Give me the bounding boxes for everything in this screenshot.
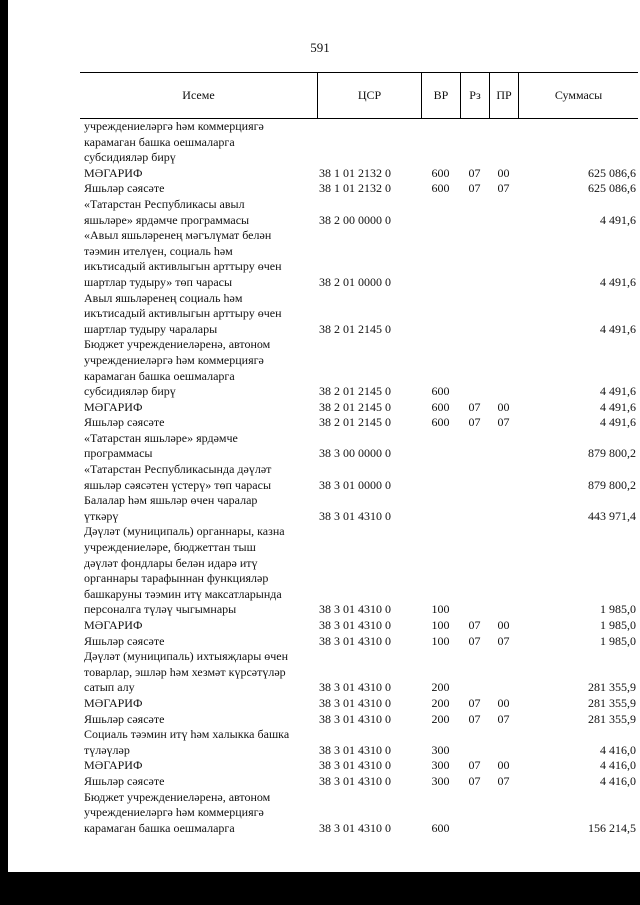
row-pr: 00 — [497, 618, 510, 632]
table-row — [80, 337, 638, 399]
row-rz: 07 — [468, 633, 481, 648]
row-csr: 38 2 01 2145 0 — [319, 384, 391, 399]
row-name — [80, 431, 317, 462]
row-csr: 38 3 01 4310 0 — [319, 773, 391, 788]
row-rz: 07 — [468, 165, 481, 180]
row-rz: 07 — [468, 773, 481, 788]
row-csr: 38 2 01 2145 0 — [319, 321, 391, 336]
row-rz: 07 — [468, 399, 481, 414]
row-name — [80, 618, 317, 634]
row-name-line: тәэмин ителүен, социаль һәм — [84, 243, 233, 258]
row-vr — [421, 197, 460, 228]
header-csr: ЦСР — [317, 73, 421, 118]
row-sum: 625 086,6 — [588, 181, 636, 196]
row-csr: 38 3 01 4310 0 — [319, 618, 391, 632]
table-row — [80, 291, 638, 338]
row-pr — [489, 119, 518, 166]
row-vr: 600 — [431, 820, 450, 835]
row-name-line: учреждениеләре, бюджеттан тыш — [84, 540, 256, 555]
row-pr — [489, 727, 518, 758]
row-vr: 600 — [431, 165, 450, 180]
header-pr: ПР — [489, 73, 518, 118]
row-pr — [489, 649, 518, 696]
row-csr: 38 3 01 0000 0 — [319, 477, 391, 492]
row-pr: 00 — [497, 165, 510, 180]
row-pr — [489, 790, 518, 837]
row-pr: 07 — [497, 633, 510, 648]
row-name-line: яшьләр сәясәтен үстерү» төп чарасы — [84, 477, 272, 492]
row-rz — [460, 228, 489, 290]
row-vr: 200 — [431, 711, 450, 726]
row-pr — [489, 228, 518, 290]
row-name-line: үткәрү — [84, 508, 119, 523]
row-csr: 38 2 01 0000 0 — [319, 274, 391, 289]
row-rz — [460, 790, 489, 837]
row-rz — [460, 337, 489, 399]
budget-table — [80, 72, 638, 836]
row-sum: 4 416,0 — [600, 742, 636, 757]
row-pr: 07 — [497, 773, 510, 788]
header-vr: ВР — [421, 73, 460, 118]
row-name-line: органнары тарафыннан функцияләр — [84, 571, 269, 586]
row-pr — [489, 431, 518, 462]
row-sum: 4 491,6 — [600, 399, 636, 414]
row-vr: 200 — [431, 680, 450, 695]
row-csr: 38 1 01 2132 0 — [319, 181, 391, 196]
row-pr: 07 — [497, 711, 510, 726]
row-name-line: Бюджет учреждениеләренә, автоном — [84, 337, 271, 352]
table-row — [80, 197, 638, 228]
row-rz: 07 — [468, 695, 481, 710]
row-name — [80, 790, 317, 837]
row-csr: 38 3 01 4310 0 — [319, 602, 391, 617]
row-rz — [460, 493, 489, 524]
row-rz — [460, 431, 489, 462]
row-csr — [317, 119, 421, 166]
table-row — [80, 524, 638, 618]
row-pr: 00 — [497, 399, 510, 414]
table-header — [80, 72, 638, 119]
row-name-line: Бюджет учреждениеләренә, автоном — [84, 789, 271, 804]
row-name-line: программасы — [84, 446, 153, 461]
row-rz: 07 — [468, 618, 481, 632]
row-sum: 879 800,2 — [588, 446, 636, 461]
row-rz — [460, 119, 489, 166]
row-pr — [489, 337, 518, 399]
row-name — [80, 291, 317, 338]
row-name — [80, 197, 317, 228]
table-row — [80, 431, 638, 462]
row-name-line: Социаль тәэмин итү һәм халыкка башка — [84, 727, 290, 742]
row-csr: 38 3 01 4310 0 — [319, 695, 391, 710]
row-name — [80, 119, 317, 166]
row-csr: 38 3 01 4310 0 — [319, 633, 391, 648]
row-csr: 38 3 01 4310 0 — [319, 742, 391, 757]
row-name-line: сатып алу — [84, 680, 135, 695]
table-row — [80, 634, 638, 650]
row-csr: 38 3 01 4310 0 — [319, 820, 391, 835]
row-vr: 200 — [431, 695, 450, 710]
row-rz: 07 — [468, 711, 481, 726]
row-sum: 156 214,5 — [588, 820, 636, 835]
row-name-line: башкаруны тәэмин итү максатларында — [84, 586, 282, 601]
row-vr: 600 — [431, 399, 450, 414]
row-name — [80, 774, 317, 790]
row-rz — [460, 524, 489, 618]
row-name-line: шартлар тудыру» төп чарасы — [84, 274, 233, 289]
row-rz — [460, 291, 489, 338]
row-csr: 38 1 01 2132 0 — [319, 165, 391, 180]
row-name-line: «Татарстан Республикасында дәүләт — [84, 462, 272, 477]
row-sum: 4 491,6 — [600, 274, 636, 289]
row-name — [80, 758, 317, 774]
row-name — [80, 400, 317, 416]
row-vr: 100 — [431, 618, 450, 632]
row-vr: 100 — [431, 602, 450, 617]
row-name-line: «Татарстан Республикасы авыл — [84, 196, 245, 211]
row-sum: 625 086,6 — [588, 165, 636, 180]
row-sum: 4 416,0 — [600, 773, 636, 788]
row-sum: 281 355,9 — [588, 695, 636, 710]
row-name-line: карамаган башка оешмаларга — [84, 820, 235, 835]
row-name — [80, 337, 317, 399]
table-body — [80, 119, 638, 836]
row-sum: 281 355,9 — [588, 680, 636, 695]
table-row — [80, 181, 638, 197]
row-vr — [421, 119, 460, 166]
row-name-line: персоналга түләү чыгымнары — [84, 602, 237, 617]
table-row — [80, 400, 638, 416]
row-sum: 4 491,6 — [600, 384, 636, 399]
table-row — [80, 774, 638, 790]
row-rz — [460, 197, 489, 228]
table-row — [80, 119, 638, 166]
row-csr: 38 3 01 4310 0 — [319, 680, 391, 695]
row-name — [80, 634, 317, 650]
row-name — [80, 727, 317, 758]
table-row — [80, 790, 638, 837]
row-vr: 600 — [431, 415, 450, 430]
table-row — [80, 618, 638, 634]
row-name-line: Яшьләр сәясәте — [84, 415, 165, 430]
row-name — [80, 415, 317, 431]
row-name-line: товарлар, эшләр һәм хезмәт күрсәтүләр — [84, 664, 286, 679]
row-name — [80, 649, 317, 696]
row-rz: 07 — [468, 415, 481, 430]
row-name — [80, 166, 317, 182]
row-name — [80, 524, 317, 618]
row-rz — [460, 727, 489, 758]
row-sum: 443 971,4 — [588, 508, 636, 523]
scan-left-border — [0, 0, 8, 905]
row-csr: 38 3 01 4310 0 — [319, 758, 391, 773]
row-rz — [460, 462, 489, 493]
header-name: Исеме — [182, 88, 215, 102]
row-name-line: Яшьләр сәясәте — [84, 181, 165, 196]
row-pr — [489, 197, 518, 228]
row-name — [80, 181, 317, 197]
row-sum: 4 491,6 — [600, 415, 636, 430]
table-row — [80, 228, 638, 290]
row-name-line: карамаган башка оешмаларга — [84, 134, 235, 149]
row-pr — [489, 524, 518, 618]
row-vr: 300 — [431, 742, 450, 757]
row-csr: 38 2 00 0000 0 — [319, 212, 391, 227]
row-name-line: учреждениеләргә һәм коммерциягә — [84, 352, 264, 367]
row-sum: 281 355,9 — [588, 711, 636, 726]
row-name-line: учреждениеләргә һәм коммерциягә — [84, 119, 264, 133]
header-rz: Рз — [460, 73, 489, 118]
row-name-line: карамаган башка оешмаларга — [84, 368, 235, 383]
row-name-line: МӘГАРИФ — [84, 618, 143, 632]
row-csr: 38 3 00 0000 0 — [319, 446, 391, 461]
row-name-line: Авыл яшьләренең социаль һәм — [84, 290, 243, 305]
row-sum: 4 491,6 — [600, 321, 636, 336]
row-name-line: Яшьләр сәясәте — [84, 773, 165, 788]
row-csr: 38 3 01 4310 0 — [319, 711, 391, 726]
row-name — [80, 712, 317, 728]
row-pr — [489, 462, 518, 493]
row-sum: 1 985,0 — [600, 602, 636, 617]
row-sum: 1 985,0 — [600, 633, 636, 648]
row-name-line: МӘГАРИФ — [84, 399, 143, 414]
row-name-line: субсидияләр бирү — [84, 384, 176, 399]
table-row — [80, 415, 638, 431]
row-sum: 4 491,6 — [600, 212, 636, 227]
row-vr — [421, 228, 460, 290]
row-name-line: икътисадый активлыгын арттыру өчен — [84, 306, 282, 321]
table-row — [80, 712, 638, 728]
table-row — [80, 696, 638, 712]
row-vr — [421, 493, 460, 524]
table-row — [80, 649, 638, 696]
row-csr: 38 2 01 2145 0 — [319, 399, 391, 414]
header-sum: Суммасы — [518, 73, 638, 118]
row-sum: 1 985,0 — [600, 618, 636, 632]
row-name-line: «Авыл яшьләренең мәгълүмат белән — [84, 228, 272, 243]
row-vr: 600 — [431, 181, 450, 196]
table-row — [80, 166, 638, 182]
row-sum — [518, 119, 638, 166]
row-pr: 00 — [497, 695, 510, 710]
row-vr: 600 — [431, 384, 450, 399]
row-rz — [460, 649, 489, 696]
row-name-line: «Татарстан яшьләре» ярдәмче — [84, 430, 238, 445]
row-name-line: Дәүләт (муниципаль) ихтыяҗлары өчен — [84, 649, 289, 664]
row-pr: 00 — [497, 758, 510, 773]
row-name-line: МӘГАРИФ — [84, 695, 143, 710]
row-name-line: Дәүләт (муниципаль) органнары, казна — [84, 524, 285, 539]
row-vr — [421, 431, 460, 462]
row-name — [80, 696, 317, 712]
row-name-line: шартлар тудыру чаралары — [84, 321, 218, 336]
row-name-line: икътисадый активлыгын арттыру өчен — [84, 259, 282, 274]
row-vr: 300 — [431, 773, 450, 788]
row-rz: 07 — [468, 181, 481, 196]
row-name — [80, 228, 317, 290]
row-csr: 38 3 01 4310 0 — [319, 508, 391, 523]
row-vr: 300 — [431, 758, 450, 773]
row-name-line: Яшьләр сәясәте — [84, 633, 165, 648]
row-vr — [421, 462, 460, 493]
row-vr — [421, 291, 460, 338]
row-pr — [489, 493, 518, 524]
table-row — [80, 758, 638, 774]
page-number: 591 — [310, 40, 330, 55]
row-name-line: Балалар һәм яшьләр өчен чаралар — [84, 493, 258, 508]
row-sum: 4 416,0 — [600, 758, 636, 773]
row-vr: 100 — [431, 633, 450, 648]
row-pr — [489, 291, 518, 338]
row-name — [80, 493, 317, 524]
row-name — [80, 462, 317, 493]
row-sum: 879 800,2 — [588, 477, 636, 492]
row-name-line: яшьләре» ярдәмче программасы — [84, 212, 250, 227]
row-csr: 38 2 01 2145 0 — [319, 415, 391, 430]
row-name-line: субсидияләр бирү — [84, 150, 176, 165]
row-name-line: учреждениеләргә һәм коммерциягә — [84, 805, 264, 820]
row-pr: 07 — [497, 181, 510, 196]
row-pr: 07 — [497, 415, 510, 430]
scan-bottom-border — [0, 872, 640, 905]
row-rz: 07 — [468, 758, 481, 773]
row-name-line: дәүләт фондлары белән идарә итү — [84, 555, 258, 570]
table-row — [80, 727, 638, 758]
row-name-line: Яшьләр сәясәте — [84, 711, 165, 726]
table-row — [80, 462, 638, 493]
table-row — [80, 493, 638, 524]
row-name-line: МӘГАРИФ — [84, 758, 143, 773]
row-name-line: түләүләр — [84, 742, 130, 757]
row-name-line: МӘГАРИФ — [84, 165, 143, 180]
